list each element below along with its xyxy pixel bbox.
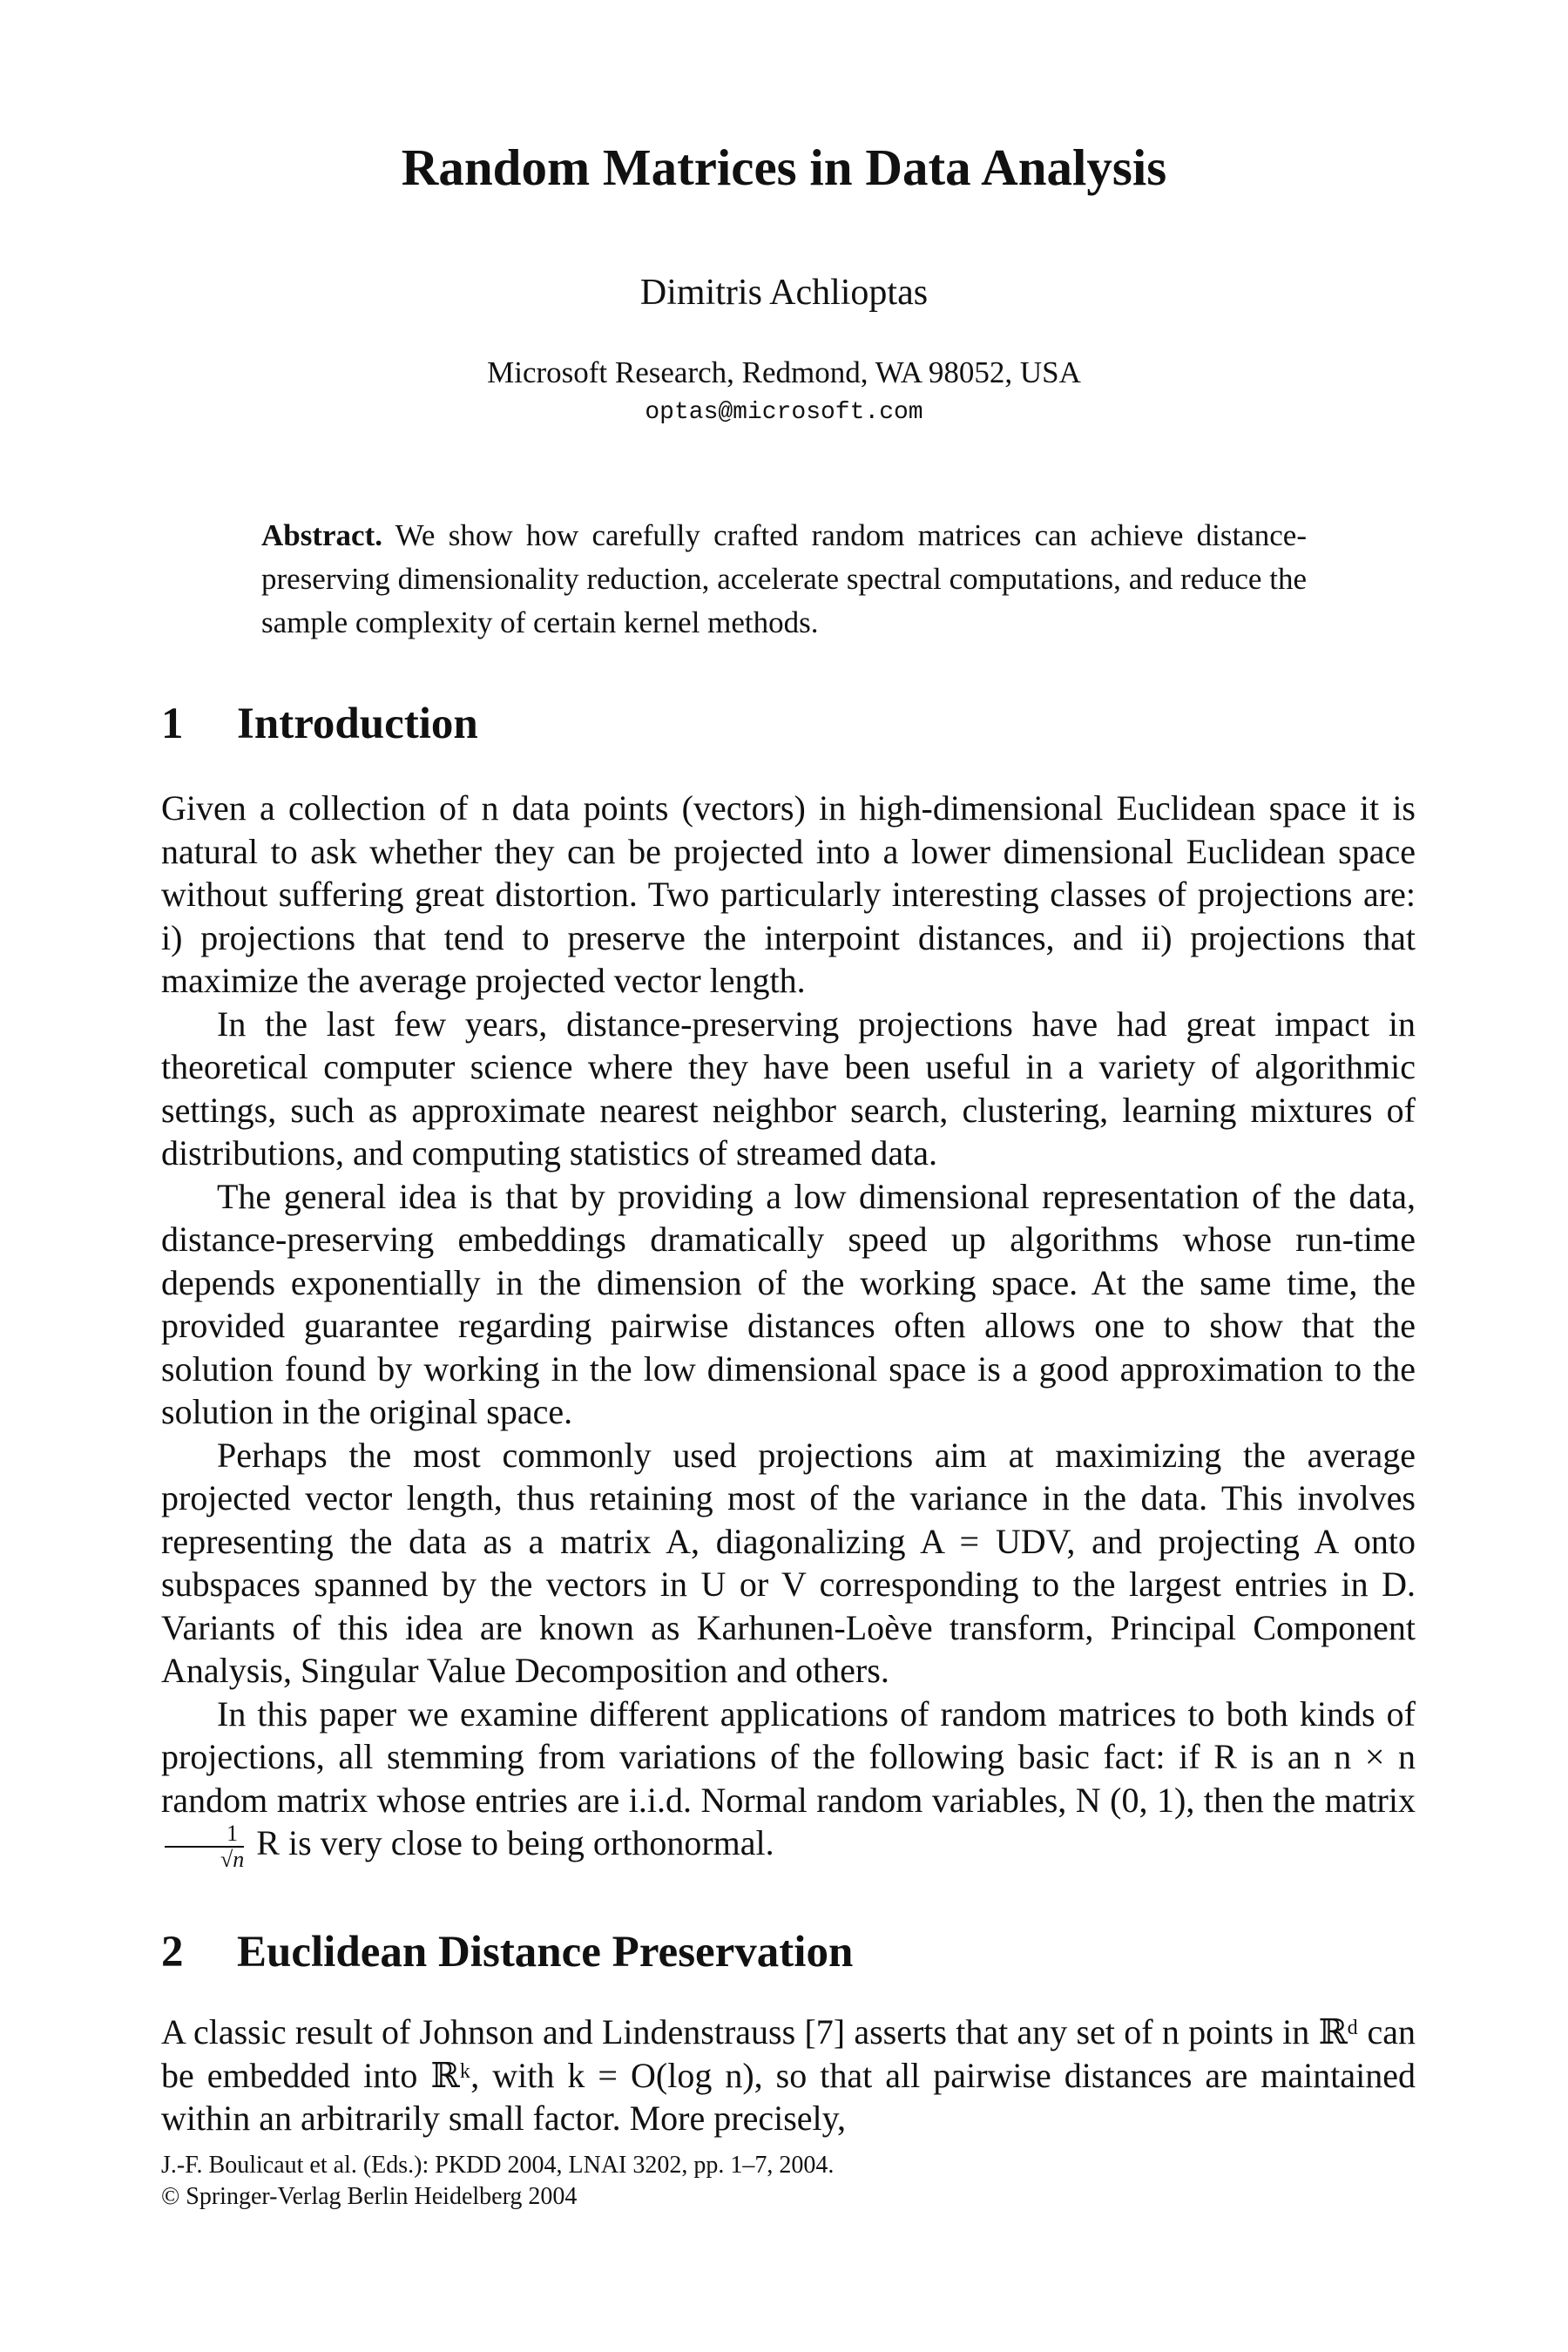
fraction-one-over-sqrt-n [165,1821,244,1872]
paragraph [161,1693,1416,1873]
paragraph: In the last few years, distance-preserving projections have had great impact in theoretical computer science where they have been useful in a variety of algorithmic settings, such as approximate nearest neighbor search, clustering, learning mixtures of distributions, and computing statistics of streamed data. [161,1004,1416,1173]
section-title: Euclidean Distance Preservation [237,1928,854,1977]
paragraph: A classic result of Johnson and Lindenstrauss [7] asserts that any set of n points in ℝᵈ can be embedded into ℝᵏ, with k = O(log n), so that all pairwise distances are maintained within an arbitrarily small factor. More precisely, [161,2012,1416,2138]
author-name: Dimitris Achlioptas [639,273,929,313]
section-number: 1 [161,700,184,748]
paragraph: Given a collection of n data points (vectors) in high-dimensional Euclidean space it is natural to ask whether they can be projected into a lower dimensional Euclidean space without suffering great distortion. Two particularly interesting classes of projections are: i) projections that tend to preserve the interpoint distances, and ii) projections that maximize the average projected vector length. [161,788,1416,1000]
affiliation: Microsoft Research, Redmond, WA 98052, USA [487,355,1081,389]
introduction-body [161,787,1416,1872]
paragraph-text: R is very close to being orthonormal. [256,1823,774,1863]
paragraph: Perhaps the most commonly used projections aim at maximizing the average projected vector length, thus retaining most of the variance in the data. This involves representing the data as a matrix A, diagonalizing A = UDV, and projecting A onto subspaces spanned by the vectors in U or V corresponding to the largest entries in D. Variants of this idea are known as Karhunen-Loève transform, Principal Component Analysis, Singular Value Decomposition and others. [161,1435,1416,1690]
copyright-line: © Springer-Verlag Berlin Heidelberg 2004 [161,2183,578,2210]
section-title: Introduction [237,700,478,748]
section2-body [161,2011,1416,2140]
fraction-numerator: 1 [165,1821,244,1848]
paragraph-text: In this paper we examine different applications of random matrices to both kinds of projections, all stemming from variations of the following basic fact: if R is an n × n random matrix whose entries are i.i.d. Normal random variables, N (0, 1), then the matrix [161,1693,1416,1820]
citation-line: J.-F. Boulicaut et al. (Eds.): PKDD 2004, LNAI 3202, pp. 1–7, 2004. [161,2152,835,2179]
abstract-label: Abstract. [261,518,382,552]
section-number: 2 [161,1928,184,1977]
abstract [261,514,1307,645]
author-email: optas@microsoft.com [645,399,923,426]
paper-title: Random Matrices in Data Analysis [401,139,1167,196]
section-heading-euclidean [161,1927,853,1977]
abstract-text: We show how carefully crafted random matrices can achieve distance-preserving dimensionality reduction, accelerate spectral computations, and reduce the sample complexity of certain kernel methods. [261,518,1307,639]
copyright-footnote [161,2150,834,2213]
fraction-denominator: √n [220,1847,245,1872]
section-heading-introduction [161,699,478,749]
paragraph: The general idea is that by providing a low dimensional representation of the data, distance-preserving embeddings dramatically speed up algorithms whose run-time depends exponentially in the dimension of the working space. At the same time, the provided guarantee regarding pairwise distances often allows one to show that the solution found by working in the low dimensional space is a good approximation to the solution in the original space. [161,1176,1416,1431]
